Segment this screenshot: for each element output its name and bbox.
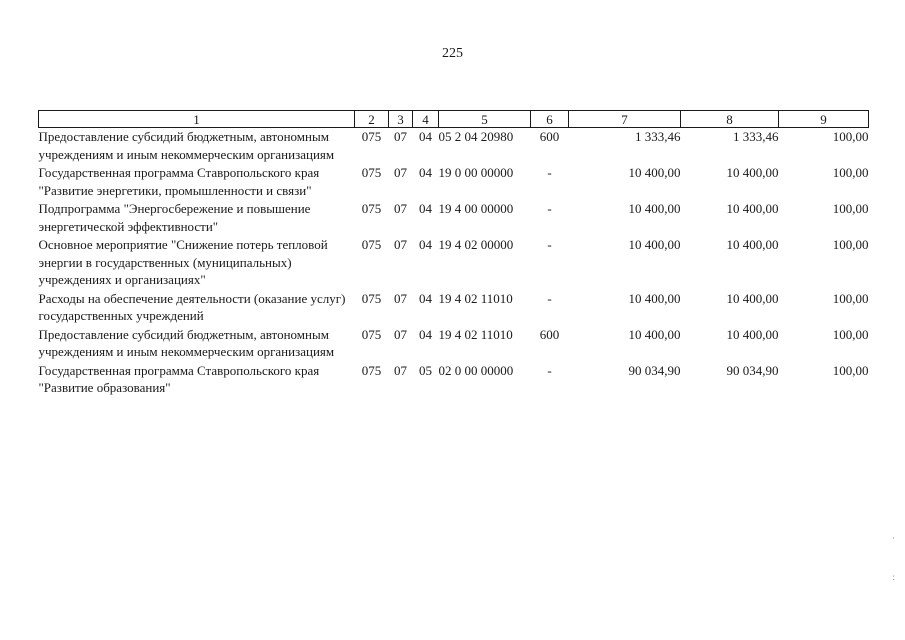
- row-csr: 19 0 00 00000: [438, 165, 514, 180]
- row-vr: -: [547, 362, 552, 378]
- row-csr: 19 4 00 00000: [438, 201, 514, 216]
- row-vr: -: [547, 201, 552, 216]
- row-vr: 600: [539, 326, 560, 342]
- column-header-7: 7: [569, 111, 681, 128]
- scan-artifact-mark: :: [892, 572, 895, 582]
- column-number-header: [39, 111, 869, 128]
- row-fact: 10 400,00: [726, 326, 779, 342]
- row-ved: 075: [361, 165, 382, 180]
- row-pr: 04: [419, 165, 432, 180]
- table-row: [39, 164, 869, 200]
- column-header-5: 5: [439, 111, 531, 128]
- row-csr: 19 4 02 11010: [438, 290, 513, 306]
- row-pr: 05: [419, 362, 432, 378]
- row-csr: 05 2 04 20980: [438, 129, 514, 144]
- row-pr: 04: [419, 201, 432, 216]
- row-rz: 07: [394, 362, 407, 378]
- row-vr: -: [547, 237, 552, 252]
- row-vr: -: [547, 290, 552, 306]
- row-plan: 10 400,00: [628, 201, 681, 216]
- row-name: Подпрограмма "Энергосбережение и повышение энергетической эффективности": [38, 201, 311, 234]
- table-row: [39, 200, 869, 236]
- budget-table-container: [38, 110, 868, 398]
- row-percent: 100,00: [832, 129, 869, 144]
- row-name: Основное мероприятие "Снижение потерь тепловой энергии в государственных (муниципальных) учреждениях и организациях": [38, 237, 328, 287]
- column-header-9: 9: [779, 111, 869, 128]
- row-ved: 075: [361, 129, 382, 144]
- column-header-2: 2: [355, 111, 389, 128]
- row-fact: 10 400,00: [726, 290, 779, 306]
- row-csr: 19 4 02 11010: [438, 326, 513, 342]
- table-row: [39, 290, 869, 326]
- row-plan: 10 400,00: [628, 326, 681, 342]
- row-pr: 04: [419, 326, 432, 342]
- row-ved: 075: [361, 237, 382, 252]
- row-fact: 10 400,00: [726, 165, 779, 180]
- row-name: Расходы на обеспечение деятельности (оказание услуг) государственных учреждений: [38, 290, 346, 323]
- table-row: [39, 362, 869, 398]
- row-name: Государственная программа Ставропольского края "Развитие образования": [38, 362, 320, 395]
- page-number: 225: [442, 46, 463, 61]
- column-header-6: 6: [531, 111, 569, 128]
- row-name: Государственная программа Ставропольского края "Развитие энергетики, промышленности и связи": [38, 165, 320, 198]
- scan-artifact-mark: ·: [892, 533, 895, 543]
- budget-table: [38, 110, 869, 398]
- row-percent: 100,00: [832, 237, 869, 252]
- table-row: [39, 236, 869, 290]
- row-ved: 075: [361, 201, 382, 216]
- row-pr: 04: [419, 129, 432, 144]
- row-rz: 07: [394, 326, 407, 342]
- row-plan: 10 400,00: [628, 165, 681, 180]
- row-plan: 10 400,00: [628, 237, 681, 252]
- row-percent: 100,00: [832, 290, 869, 306]
- row-ved: 075: [361, 326, 382, 342]
- row-rz: 07: [394, 165, 407, 180]
- row-fact: 10 400,00: [726, 237, 779, 252]
- row-percent: 100,00: [832, 201, 869, 216]
- table-row: [39, 128, 869, 165]
- row-vr: 600: [539, 129, 560, 144]
- row-rz: 07: [394, 129, 407, 144]
- row-pr: 04: [419, 290, 432, 306]
- row-fact: 1 333,46: [733, 129, 779, 144]
- row-vr: -: [547, 165, 552, 180]
- row-name: Предоставление субсидий бюджетным, автономным учреждениям и иным некоммерческим организациям: [38, 129, 335, 162]
- row-plan: 90 034,90: [628, 362, 681, 378]
- row-percent: 100,00: [832, 326, 869, 342]
- row-fact: 10 400,00: [726, 201, 779, 216]
- column-header-1: 1: [39, 111, 355, 128]
- column-header-3: 3: [389, 111, 413, 128]
- row-name: Предоставление субсидий бюджетным, автономным учреждениям и иным некоммерческим организациям: [38, 326, 335, 359]
- row-ved: 075: [361, 290, 382, 306]
- row-plan: 1 333,46: [635, 129, 681, 144]
- row-rz: 07: [394, 237, 407, 252]
- row-csr: 19 4 02 00000: [438, 237, 514, 252]
- column-header-4: 4: [413, 111, 439, 128]
- row-plan: 10 400,00: [628, 290, 681, 306]
- row-fact: 90 034,90: [726, 362, 779, 378]
- row-pr: 04: [419, 237, 432, 252]
- row-ved: 075: [361, 362, 382, 378]
- row-percent: 100,00: [832, 165, 869, 180]
- column-header-8: 8: [681, 111, 779, 128]
- row-csr: 02 0 00 00000: [438, 362, 514, 378]
- row-rz: 07: [394, 201, 407, 216]
- row-percent: 100,00: [832, 362, 869, 378]
- table-row: [39, 326, 869, 362]
- row-rz: 07: [394, 290, 407, 306]
